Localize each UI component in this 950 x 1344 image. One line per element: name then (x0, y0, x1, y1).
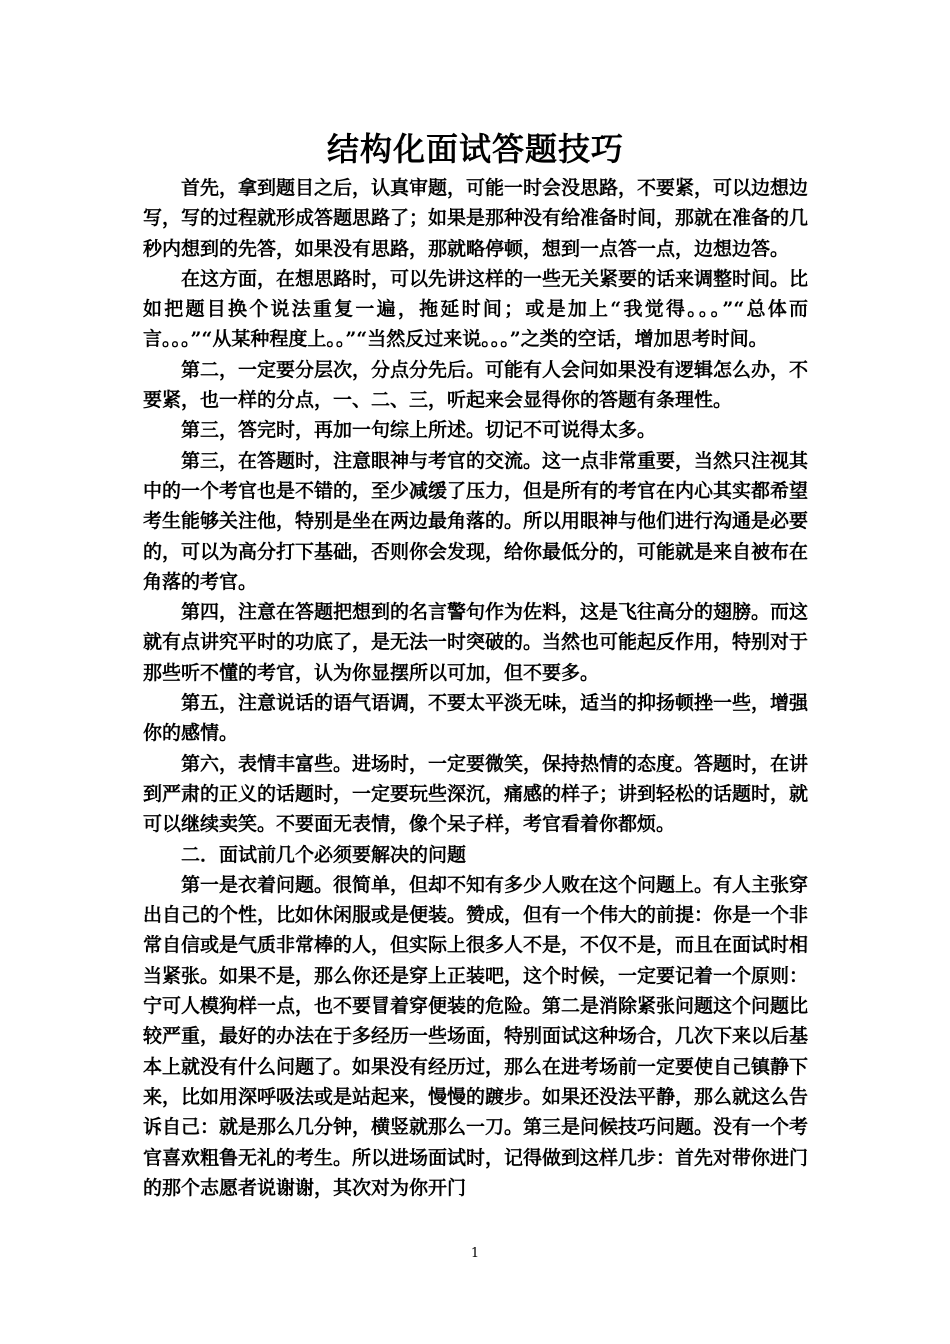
section-heading: 二．面试前几个必须要解决的问题 (181, 843, 467, 866)
document-body (143, 125, 808, 1203)
page-number: 1 (470, 1246, 480, 1261)
paragraph-4: 第三，答完时，再加一句综上所述。切记不可说得太多。 (181, 419, 657, 442)
document-title: 结构化面试答题技巧 (326, 130, 624, 168)
paragraph-6: 第四，注意在答题把想到的名言警句作为佐料，这是飞往高分的翅膀。而这就有点讲究平时的功底了，是无法一时突破的。当然也可能起反作用，特别对于那些听不懂的考官，认为你显摆所以可加，但不要多。 (143, 601, 809, 684)
paragraph-3: 第二，一定要分层次，分点分先后。可能有人会问如果没有逻辑怎么办，不要紧，也一样的分点，一、二、三，听起来会显得你的答题有条理性。 (143, 358, 809, 412)
paragraph-5: 第三，在答题时，注意眼神与考官的交流。这一点非常重要，当然只注视其中的一个考官也是不错的，至少减缓了压力，但是所有的考官在内心其实都希望考生能够关注他，特别是坐在两边最角落的。所以用眼神与他们进行沟通是必要的，可以为高分打下基础，否则你会发现，给你最低分的，可能就是来自被布在角落的考官。 (143, 449, 809, 593)
paragraph-1: 首先，拿到题目之后，认真审题，可能一时会没思路，不要紧，可以边想边写，写的过程就形成答题思路了；如果是那种没有给准备时间，那就在准备的几秒内想到的先答，如果没有思路，那就略停顿，想到一点答一点，边想边答。 (143, 177, 809, 260)
paragraph-7: 第五，注意说话的语气语调，不要太平淡无味，适当的抑扬顿挫一些，增强你的感情。 (143, 692, 809, 745)
paragraph-9: 第一是衣着问题。很简单，但却不知有多少人败在这个问题上。有人主张穿出自己的个性，比如休闲服或是便装。赞成，但有一个伟大的前提：你是一个非常自信或是气质非常棒的人，但实际上很多人不是，不仅不是，而且在面试时相当紧张。如果不是，那么你还是穿上正装吧，这个时候，一定要记着一个原则：宁可人模狗样一点，也不要冒着穿便装的危险。第二是消除紧张问题这个问题比较严重，最好的办法在于多经历一些场面，特别面试这种场合，几次下来以后基本上就没有什么问题了。如果没有经历过，那么在进考场前一定要使自己镇静下来，比如用深呼吸法或是站起来，慢慢的踱步。如果还没法平静，那么就这么告诉自己：就是那么几分钟，横竖就那么一刀。第三是问候技巧问题。没有一个考官喜欢粗鲁无礼的考生。所以进场面试时，记得做到这样几步：首先对带你进门的那个志愿者说谢谢，其次对为你开门 (143, 873, 809, 1199)
paragraph-8: 第六，表情丰富些。进场时，一定要微笑，保持热情的态度。答题时，在讲到严肃的正义的话题时，一定要玩些深沉，痛感的样子；讲到轻松的话题时，就可以继续卖笑。不要面无表情，像个呆子样，考官看着你都烦。 (143, 752, 809, 836)
paragraph-2: 在这方面，在想思路时，可以先讲这样的一些无关紧要的话来调整时间。比如把题目换个说法重复一遍，拖延时间；或是加上“我觉得。。。”“总体而言。。。”“从某种程度上。。”“当然反过来说。。。”之类的空话，增加思考时间。 (143, 267, 809, 351)
